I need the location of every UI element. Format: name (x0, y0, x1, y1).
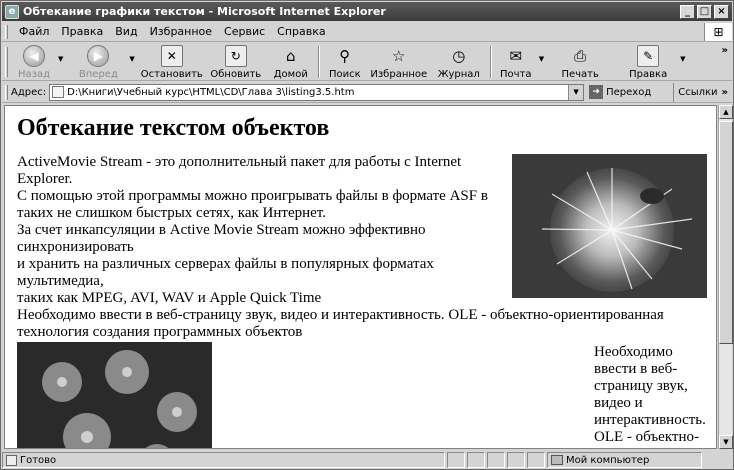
mail-icon: ✉ (509, 47, 523, 65)
flower-photo-1 (512, 154, 707, 298)
address-input[interactable] (49, 84, 584, 101)
windows-logo-icon: ⊞ (704, 23, 732, 41)
minimize-button[interactable]: _ (680, 5, 695, 19)
body-line-2: С помощью этой программы можно проигрывать файлы в формате ASF в таких не слишком быстрых сетях, как Интернет. (17, 188, 488, 221)
edit-label: Правка (629, 69, 668, 80)
scroll-thumb[interactable] (719, 121, 733, 344)
status-cell (527, 452, 545, 468)
home-button[interactable] (267, 43, 315, 80)
links-toolbar[interactable] (673, 83, 732, 102)
forward-label: Вперед (78, 69, 118, 80)
window-controls (680, 5, 729, 19)
toolbar-grip[interactable] (5, 47, 8, 77)
printer-icon: ⎙ (574, 47, 587, 65)
search-icon: ⚲ (339, 47, 351, 65)
page-viewport[interactable] (4, 105, 717, 449)
menu-grip[interactable] (5, 25, 8, 39)
flower-photo-2 (17, 342, 212, 449)
history-label: Журнал (437, 69, 480, 80)
refresh-button[interactable] (205, 43, 267, 80)
toolbar-separator (490, 46, 492, 78)
ie-logo-icon: e (5, 5, 19, 19)
stop-label: Остановить (140, 69, 203, 80)
go-arrow-icon: ➜ (589, 85, 603, 99)
back-arrow-icon: ◀ (23, 45, 45, 67)
menu-view[interactable]: Вид (115, 25, 138, 38)
forward-arrow-icon: ▶ (87, 45, 109, 67)
status-text: Готово (20, 454, 57, 466)
body-line-3: За счет инкапсуляции в Active Movie Stream можно эффективно синхронизировать (17, 222, 426, 255)
page-icon (52, 86, 64, 98)
stop-button[interactable] (139, 43, 205, 80)
menu-favorites[interactable]: Избранное (149, 25, 213, 38)
stop-icon: ✕ (161, 45, 183, 67)
body-line-5: таких как MPEG, AVI, WAV и Apple Quick Time (17, 290, 322, 306)
address-grip[interactable] (5, 85, 8, 100)
edit-dropdown-icon[interactable]: ▼ (680, 55, 686, 63)
history-icon: ◷ (452, 47, 466, 65)
document (17, 114, 707, 445)
home-icon: ⌂ (286, 47, 296, 65)
address-value: D:\Книги\Учебный курс\HTML\CD\Глава 3\listing3.5.htm (67, 86, 355, 98)
forward-dropdown-icon[interactable]: ▼ (129, 55, 135, 63)
toolbar-separator (318, 46, 320, 78)
zone-label: Мой компьютер (566, 454, 650, 466)
print-button[interactable] (552, 43, 608, 80)
status-cell (467, 452, 485, 468)
back-label: Назад (17, 69, 50, 80)
search-button[interactable] (323, 43, 367, 80)
history-button[interactable] (431, 43, 487, 80)
mail-button[interactable] (495, 43, 537, 80)
standard-toolbar (2, 43, 732, 81)
menu-file[interactable]: Файл (19, 25, 50, 38)
status-cell (487, 452, 505, 468)
menu-tools[interactable]: Сервис (224, 25, 266, 38)
menu-edit[interactable]: Правка (61, 25, 104, 38)
window-title: Обтекание графики текстом - Microsoft Internet Explorer (23, 5, 386, 18)
close-button[interactable]: × (714, 5, 729, 19)
page-heading: Обтекание текстом объектов (17, 115, 330, 141)
back-dropdown-icon[interactable]: ▼ (58, 55, 64, 63)
favorites-label: Избранное (370, 69, 428, 80)
body-line-6: Необходимо ввести в веб-страницу звук, видео и интерактивность. OLE - объектно-ориентированная технология создания программных объектов (17, 307, 664, 340)
address-dropdown-icon[interactable]: ▼ (568, 85, 583, 100)
home-label: Домой (273, 69, 308, 80)
menu-help[interactable]: Справка (277, 25, 326, 38)
back-button[interactable] (12, 43, 56, 80)
search-label: Поиск (328, 69, 361, 80)
address-label: Адрес: (11, 86, 47, 98)
maximize-button[interactable]: □ (697, 5, 712, 19)
scroll-down-button[interactable]: ▼ (719, 435, 733, 449)
favorites-button[interactable] (367, 43, 431, 80)
edit-icon: ✎ (637, 45, 659, 67)
edit-button[interactable] (618, 43, 678, 80)
side-text: Необходимо ввести в веб-страницу звук, видео и интерактивность. OLE - объектно- (594, 344, 706, 445)
status-cell (507, 452, 525, 468)
refresh-icon: ↻ (225, 45, 247, 67)
scroll-up-button[interactable]: ▲ (719, 105, 733, 119)
address-bar (2, 82, 732, 103)
star-icon: ☆ (392, 47, 406, 65)
go-label: Переход (606, 86, 652, 98)
status-main (2, 452, 445, 468)
forward-button[interactable] (69, 43, 127, 80)
body-line-1: ActiveMovie Stream - это дополнительный пакет для работы с Internet Explorer. (17, 154, 462, 187)
security-zone (547, 452, 702, 468)
print-label: Печать (561, 69, 599, 80)
toolbar-overflow-icon[interactable]: » (721, 45, 728, 56)
computer-icon (551, 455, 563, 465)
mail-label: Почта (500, 69, 532, 80)
vertical-scrollbar[interactable] (718, 105, 732, 449)
links-overflow-icon[interactable]: » (721, 86, 728, 98)
body-line-4: и хранить на различных серверах файлы в популярных форматах мультимедиа, (17, 256, 434, 289)
menu-bar (2, 22, 732, 42)
status-bar (2, 451, 732, 469)
page-status-icon (6, 455, 17, 466)
title-bar (2, 2, 732, 21)
refresh-label: Обновить (210, 69, 262, 80)
links-label: Ссылки (678, 86, 718, 98)
mail-dropdown-icon[interactable]: ▼ (538, 55, 545, 63)
status-cell (447, 452, 465, 468)
go-button[interactable] (589, 85, 651, 99)
